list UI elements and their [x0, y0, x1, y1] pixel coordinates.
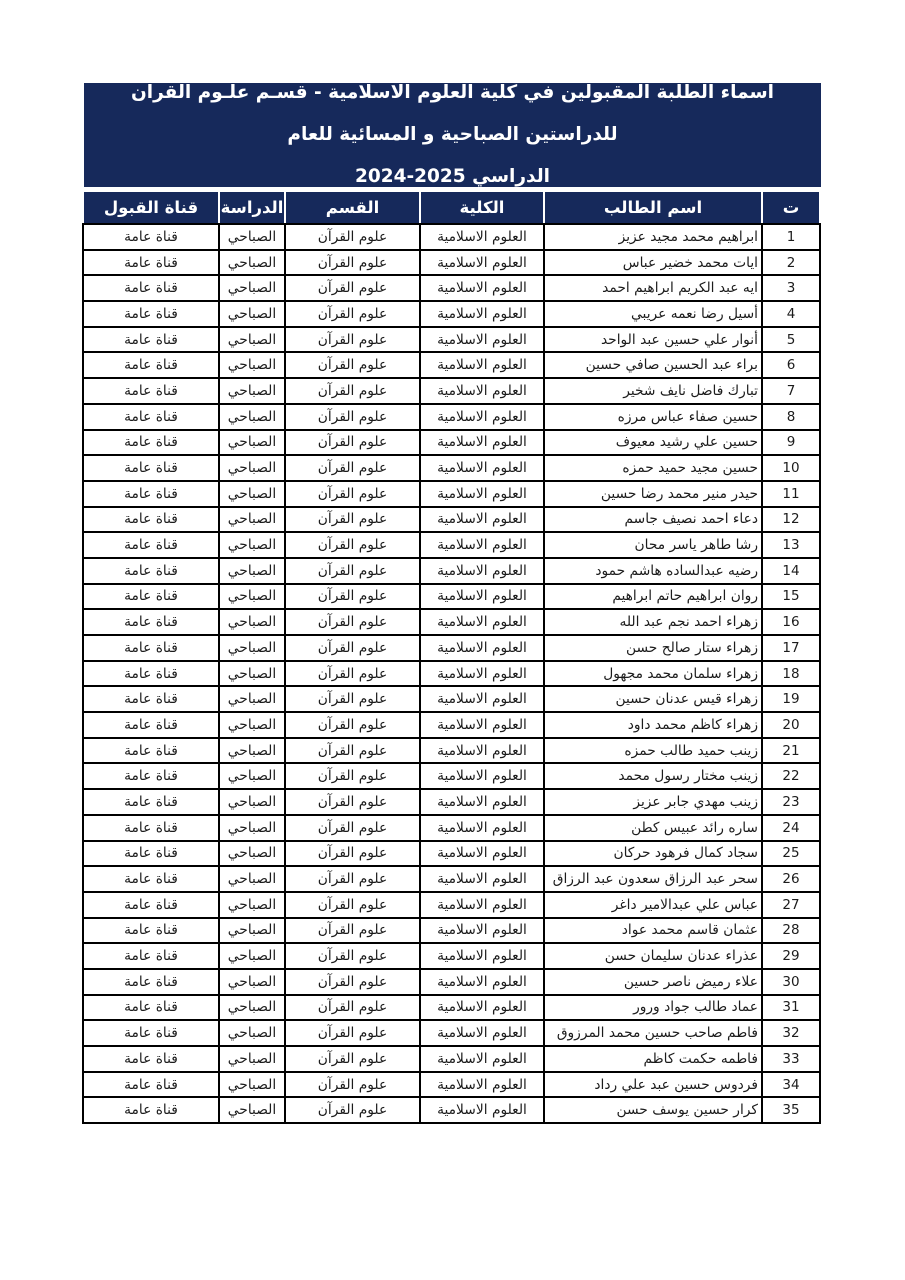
cell-student-name: ايه عبد الكريم ابراهيم احمد: [544, 275, 762, 301]
cell-college: العلوم الاسلامية: [420, 481, 544, 507]
cell-student-name: زهراء احمد نجم عبد الله: [544, 609, 762, 635]
student-roster-document: [84, 83, 821, 1124]
cell-student-name: زهراء قيس عدنان حسين: [544, 686, 762, 712]
cell-student-name: زينب مختار رسول محمد: [544, 763, 762, 789]
table-row: [83, 455, 820, 481]
cell-department: علوم القرآن: [285, 558, 420, 584]
cell-college: العلوم الاسلامية: [420, 275, 544, 301]
table-row: [83, 250, 820, 276]
cell-study: الصباحي: [219, 378, 285, 404]
cell-student-name: ايات محمد خضير عباس: [544, 250, 762, 276]
table-row: [83, 301, 820, 327]
cell-student-name: عذراء عدنان سليمان حسن: [544, 943, 762, 969]
cell-college: العلوم الاسلامية: [420, 1020, 544, 1046]
cell-study: الصباحي: [219, 1020, 285, 1046]
cell-number: 21: [762, 738, 820, 764]
cell-admission-channel: قناة عامة: [83, 841, 219, 867]
cell-admission-channel: قناة عامة: [83, 712, 219, 738]
cell-student-name: ابراهيم محمد مجيد عزيز: [544, 224, 762, 250]
table-row: [83, 507, 820, 533]
table-row: [83, 275, 820, 301]
cell-department: علوم القرآن: [285, 738, 420, 764]
cell-number: 8: [762, 404, 820, 430]
cell-admission-channel: قناة عامة: [83, 815, 219, 841]
cell-study: الصباحي: [219, 430, 285, 456]
cell-department: علوم القرآن: [285, 584, 420, 610]
cell-study: الصباحي: [219, 507, 285, 533]
cell-department: علوم القرآن: [285, 712, 420, 738]
cell-study: الصباحي: [219, 609, 285, 635]
header-cell-student-name: اسم الطالب: [544, 191, 762, 224]
cell-department: علوم القرآن: [285, 1072, 420, 1098]
cell-number: 12: [762, 507, 820, 533]
cell-student-name: رشا طاهر ياسر محان: [544, 532, 762, 558]
cell-department: علوم القرآن: [285, 1020, 420, 1046]
cell-college: العلوم الاسلامية: [420, 250, 544, 276]
table-row: [83, 738, 820, 764]
cell-department: علوم القرآن: [285, 327, 420, 353]
cell-student-name: أنوار علي حسين عبد الواحد: [544, 327, 762, 353]
cell-admission-channel: قناة عامة: [83, 224, 219, 250]
cell-study: الصباحي: [219, 866, 285, 892]
cell-department: علوم القرآن: [285, 969, 420, 995]
cell-student-name: كرار حسين يوسف حسن: [544, 1097, 762, 1123]
cell-department: علوم القرآن: [285, 224, 420, 250]
table-row: [83, 430, 820, 456]
cell-admission-channel: قناة عامة: [83, 1046, 219, 1072]
table-row: [83, 224, 820, 250]
cell-department: علوم القرآن: [285, 815, 420, 841]
header-cell-college: الكلية: [420, 191, 544, 224]
cell-number: 9: [762, 430, 820, 456]
cell-student-name: حسين مجيد حميد حمزه: [544, 455, 762, 481]
cell-admission-channel: قناة عامة: [83, 661, 219, 687]
cell-student-name: زينب حميد طالب حمزه: [544, 738, 762, 764]
cell-study: الصباحي: [219, 584, 285, 610]
cell-number: 2: [762, 250, 820, 276]
cell-student-name: زينب مهدي جابر عزيز: [544, 789, 762, 815]
cell-student-name: حيدر منير محمد رضا حسين: [544, 481, 762, 507]
cell-study: الصباحي: [219, 558, 285, 584]
cell-college: العلوم الاسلامية: [420, 995, 544, 1021]
cell-department: علوم القرآن: [285, 481, 420, 507]
cell-college: العلوم الاسلامية: [420, 1097, 544, 1123]
table-row: [83, 609, 820, 635]
cell-student-name: دعاء احمد نصيف جاسم: [544, 507, 762, 533]
cell-admission-channel: قناة عامة: [83, 275, 219, 301]
cell-department: علوم القرآن: [285, 532, 420, 558]
students-table: [82, 190, 821, 1124]
table-row: [83, 352, 820, 378]
table-row: [83, 404, 820, 430]
cell-student-name: رضيه عبدالساده هاشم حمود: [544, 558, 762, 584]
table-row: [83, 661, 820, 687]
cell-department: علوم القرآن: [285, 995, 420, 1021]
cell-number: 4: [762, 301, 820, 327]
table-row: [83, 327, 820, 353]
cell-admission-channel: قناة عامة: [83, 892, 219, 918]
cell-admission-channel: قناة عامة: [83, 404, 219, 430]
table-row: [83, 841, 820, 867]
cell-number: 35: [762, 1097, 820, 1123]
cell-number: 24: [762, 815, 820, 841]
cell-study: الصباحي: [219, 918, 285, 944]
cell-department: علوم القرآن: [285, 301, 420, 327]
cell-admission-channel: قناة عامة: [83, 995, 219, 1021]
cell-student-name: حسين علي رشيد معيوف: [544, 430, 762, 456]
cell-study: الصباحي: [219, 327, 285, 353]
cell-college: العلوم الاسلامية: [420, 969, 544, 995]
cell-number: 34: [762, 1072, 820, 1098]
cell-student-name: أسيل رضا نعمه عريبي: [544, 301, 762, 327]
cell-study: الصباحي: [219, 352, 285, 378]
cell-number: 15: [762, 584, 820, 610]
cell-admission-channel: قناة عامة: [83, 635, 219, 661]
cell-number: 5: [762, 327, 820, 353]
cell-student-name: عباس علي عبدالامير داغر: [544, 892, 762, 918]
cell-study: الصباحي: [219, 481, 285, 507]
cell-study: الصباحي: [219, 995, 285, 1021]
cell-department: علوم القرآن: [285, 404, 420, 430]
cell-college: العلوم الاسلامية: [420, 738, 544, 764]
cell-admission-channel: قناة عامة: [83, 918, 219, 944]
cell-number: 31: [762, 995, 820, 1021]
cell-admission-channel: قناة عامة: [83, 738, 219, 764]
cell-student-name: تبارك فاضل نايف شخير: [544, 378, 762, 404]
cell-admission-channel: قناة عامة: [83, 378, 219, 404]
cell-college: العلوم الاسلامية: [420, 815, 544, 841]
cell-admission-channel: قناة عامة: [83, 250, 219, 276]
cell-number: 14: [762, 558, 820, 584]
cell-college: العلوم الاسلامية: [420, 661, 544, 687]
cell-study: الصباحي: [219, 1072, 285, 1098]
cell-college: العلوم الاسلامية: [420, 789, 544, 815]
header-cell-admission-channel: قناة القبول: [83, 191, 219, 224]
table-row: [83, 635, 820, 661]
cell-number: 7: [762, 378, 820, 404]
cell-admission-channel: قناة عامة: [83, 609, 219, 635]
cell-student-name: سجاد كمال فرهود حركان: [544, 841, 762, 867]
cell-admission-channel: قناة عامة: [83, 352, 219, 378]
cell-department: علوم القرآن: [285, 892, 420, 918]
cell-student-name: عثمان قاسم محمد عواد: [544, 918, 762, 944]
cell-admission-channel: قناة عامة: [83, 327, 219, 353]
cell-study: الصباحي: [219, 532, 285, 558]
cell-student-name: ساره رائد عبيس كطن: [544, 815, 762, 841]
table-row: [83, 866, 820, 892]
cell-admission-channel: قناة عامة: [83, 455, 219, 481]
cell-study: الصباحي: [219, 661, 285, 687]
cell-college: العلوم الاسلامية: [420, 1046, 544, 1072]
cell-study: الصباحي: [219, 969, 285, 995]
cell-number: 25: [762, 841, 820, 867]
cell-admission-channel: قناة عامة: [83, 532, 219, 558]
cell-admission-channel: قناة عامة: [83, 1072, 219, 1098]
cell-admission-channel: قناة عامة: [83, 1097, 219, 1123]
cell-number: 3: [762, 275, 820, 301]
cell-study: الصباحي: [219, 815, 285, 841]
cell-college: العلوم الاسلامية: [420, 532, 544, 558]
cell-admission-channel: قناة عامة: [83, 507, 219, 533]
cell-study: الصباحي: [219, 943, 285, 969]
cell-admission-channel: قناة عامة: [83, 481, 219, 507]
cell-department: علوم القرآن: [285, 841, 420, 867]
table-row: [83, 892, 820, 918]
cell-study: الصباحي: [219, 455, 285, 481]
cell-college: العلوم الاسلامية: [420, 866, 544, 892]
table-row: [83, 584, 820, 610]
cell-number: 26: [762, 866, 820, 892]
cell-college: العلوم الاسلامية: [420, 507, 544, 533]
cell-college: العلوم الاسلامية: [420, 352, 544, 378]
cell-department: علوم القرآن: [285, 1097, 420, 1123]
cell-study: الصباحي: [219, 250, 285, 276]
cell-college: العلوم الاسلامية: [420, 943, 544, 969]
cell-study: الصباحي: [219, 224, 285, 250]
cell-college: العلوم الاسلامية: [420, 301, 544, 327]
table-row: [83, 918, 820, 944]
cell-number: 16: [762, 609, 820, 635]
cell-department: علوم القرآن: [285, 943, 420, 969]
cell-admission-channel: قناة عامة: [83, 558, 219, 584]
cell-number: 28: [762, 918, 820, 944]
cell-number: 10: [762, 455, 820, 481]
table-row: [83, 712, 820, 738]
cell-number: 6: [762, 352, 820, 378]
table-row: [83, 481, 820, 507]
cell-department: علوم القرآن: [285, 275, 420, 301]
cell-department: علوم القرآن: [285, 609, 420, 635]
table-row: [83, 1072, 820, 1098]
cell-department: علوم القرآن: [285, 352, 420, 378]
cell-student-name: فردوس حسين عبد علي رداد: [544, 1072, 762, 1098]
table-row: [83, 686, 820, 712]
cell-college: العلوم الاسلامية: [420, 635, 544, 661]
cell-number: 13: [762, 532, 820, 558]
table-row: [83, 532, 820, 558]
cell-number: 11: [762, 481, 820, 507]
cell-student-name: زهراء سلمان محمد مجهول: [544, 661, 762, 687]
table-row: [83, 789, 820, 815]
cell-number: 18: [762, 661, 820, 687]
cell-admission-channel: قناة عامة: [83, 686, 219, 712]
cell-number: 17: [762, 635, 820, 661]
cell-department: علوم القرآن: [285, 507, 420, 533]
table-body: [83, 224, 820, 1123]
cell-number: 23: [762, 789, 820, 815]
cell-college: العلوم الاسلامية: [420, 558, 544, 584]
cell-college: العلوم الاسلامية: [420, 918, 544, 944]
cell-department: علوم القرآن: [285, 866, 420, 892]
cell-study: الصباحي: [219, 1097, 285, 1123]
cell-admission-channel: قناة عامة: [83, 943, 219, 969]
cell-number: 1: [762, 224, 820, 250]
cell-student-name: سحر عبد الرزاق سعدون عبد الرزاق: [544, 866, 762, 892]
cell-department: علوم القرآن: [285, 918, 420, 944]
cell-study: الصباحي: [219, 275, 285, 301]
cell-study: الصباحي: [219, 789, 285, 815]
cell-department: علوم القرآن: [285, 430, 420, 456]
header-cell-department: القسم: [285, 191, 420, 224]
table-row: [83, 558, 820, 584]
cell-student-name: فاطمه حكمت كاظم: [544, 1046, 762, 1072]
cell-college: العلوم الاسلامية: [420, 841, 544, 867]
cell-college: العلوم الاسلامية: [420, 609, 544, 635]
table-row: [83, 1097, 820, 1123]
cell-study: الصباحي: [219, 763, 285, 789]
cell-number: 19: [762, 686, 820, 712]
cell-number: 22: [762, 763, 820, 789]
cell-college: العلوم الاسلامية: [420, 327, 544, 353]
cell-number: 29: [762, 943, 820, 969]
cell-college: العلوم الاسلامية: [420, 224, 544, 250]
cell-study: الصباحي: [219, 686, 285, 712]
cell-student-name: حسين صفاء عباس مرزه: [544, 404, 762, 430]
cell-admission-channel: قناة عامة: [83, 430, 219, 456]
table-row: [83, 969, 820, 995]
cell-study: الصباحي: [219, 738, 285, 764]
cell-student-name: براء عبد الحسين صافي حسين: [544, 352, 762, 378]
cell-study: الصباحي: [219, 1046, 285, 1072]
cell-study: الصباحي: [219, 892, 285, 918]
cell-college: العلوم الاسلامية: [420, 404, 544, 430]
cell-study: الصباحي: [219, 404, 285, 430]
cell-study: الصباحي: [219, 301, 285, 327]
cell-student-name: فاطم صاحب حسين محمد المرزوق: [544, 1020, 762, 1046]
cell-department: علوم القرآن: [285, 763, 420, 789]
cell-admission-channel: قناة عامة: [83, 584, 219, 610]
cell-admission-channel: قناة عامة: [83, 763, 219, 789]
cell-college: العلوم الاسلامية: [420, 430, 544, 456]
header-cell-study: الدراسة: [219, 191, 285, 224]
table-row: [83, 995, 820, 1021]
cell-student-name: زهراء كاظم محمد داود: [544, 712, 762, 738]
cell-number: 32: [762, 1020, 820, 1046]
cell-admission-channel: قناة عامة: [83, 866, 219, 892]
table-row: [83, 815, 820, 841]
cell-department: علوم القرآن: [285, 686, 420, 712]
cell-department: علوم القرآن: [285, 455, 420, 481]
cell-college: العلوم الاسلامية: [420, 584, 544, 610]
cell-college: العلوم الاسلامية: [420, 455, 544, 481]
cell-student-name: عماد طالب جواد ورور: [544, 995, 762, 1021]
cell-college: العلوم الاسلامية: [420, 892, 544, 918]
cell-student-name: زهراء ستار صالح حسن: [544, 635, 762, 661]
cell-number: 33: [762, 1046, 820, 1072]
cell-study: الصباحي: [219, 635, 285, 661]
cell-student-name: علاء رميض ناصر حسين: [544, 969, 762, 995]
cell-department: علوم القرآن: [285, 789, 420, 815]
title-block: [84, 83, 821, 190]
table-row: [83, 763, 820, 789]
cell-department: علوم القرآن: [285, 250, 420, 276]
cell-student-name: روان ابراهيم حاتم ابراهيم: [544, 584, 762, 610]
table-row: [83, 1046, 820, 1072]
cell-college: العلوم الاسلامية: [420, 378, 544, 404]
cell-college: العلوم الاسلامية: [420, 686, 544, 712]
header-cell-number: ت: [762, 191, 820, 224]
cell-number: 20: [762, 712, 820, 738]
table-row: [83, 943, 820, 969]
cell-admission-channel: قناة عامة: [83, 301, 219, 327]
cell-department: علوم القرآن: [285, 661, 420, 687]
cell-number: 27: [762, 892, 820, 918]
cell-study: الصباحي: [219, 712, 285, 738]
cell-department: علوم القرآن: [285, 1046, 420, 1072]
cell-study: الصباحي: [219, 841, 285, 867]
cell-department: علوم القرآن: [285, 378, 420, 404]
title-line-1: اسماء الطلبة المقبولين في كلية العلوم الاسلامية - قسـم علـوم القرآن للدراستين الصباحية و المسائية للعام: [131, 82, 774, 145]
title-line-2: الدراسي 2025-2024: [354, 166, 550, 187]
cell-number: 30: [762, 969, 820, 995]
cell-admission-channel: قناة عامة: [83, 969, 219, 995]
cell-college: العلوم الاسلامية: [420, 712, 544, 738]
cell-department: علوم القرآن: [285, 635, 420, 661]
cell-admission-channel: قناة عامة: [83, 789, 219, 815]
cell-admission-channel: قناة عامة: [83, 1020, 219, 1046]
table-row: [83, 378, 820, 404]
cell-college: العلوم الاسلامية: [420, 763, 544, 789]
cell-college: العلوم الاسلامية: [420, 1072, 544, 1098]
table-row: [83, 1020, 820, 1046]
